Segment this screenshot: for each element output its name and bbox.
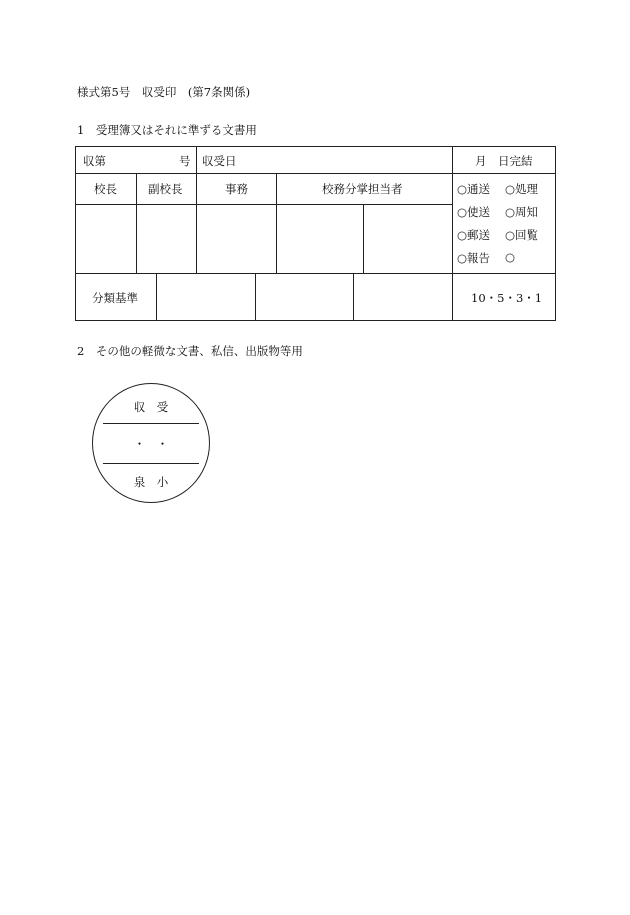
receipt-no-label: 収第 [83,154,106,168]
section1-heading: 1 受理簿又はそれに準ずる文書用 [77,123,257,137]
seal-top-text: 収 受 [133,400,169,414]
col-divider [156,273,157,321]
option-item: ○周知 [505,205,539,219]
option-item: ○報告 [457,251,491,265]
completion-label: 月 日完結 [475,154,533,168]
col-divider [276,173,277,273]
col-divider [196,146,197,173]
option-item: ○使送 [457,205,491,219]
option-item: ○郵送 [457,228,491,242]
classification-code: 10・5・3・1 [471,291,543,305]
form-title: 様式第5号 収受印 (第7条関係) [77,85,251,99]
col-divider [255,273,256,321]
section2-heading: 2 その他の軽微な文書、私信、出版物等用 [77,344,303,358]
receipt-seal [92,383,210,503]
col-divider [136,173,137,273]
col-divider [363,204,364,273]
header-office: 事務 [225,182,248,196]
option-item: ○ [505,250,516,264]
header-staff-in-charge: 校務分掌担当者 [322,182,403,196]
row-divider [75,273,556,274]
col-divider [452,146,453,273]
seal-date-placeholder: ・ ・ [133,437,169,451]
col-divider [452,273,453,321]
option-item: ○回覧 [505,228,539,242]
row-divider [75,204,452,205]
received-date-label: 収受日 [202,154,237,168]
option-item: ○処理 [505,182,539,196]
header-vice-principal: 副校長 [148,182,183,196]
col-divider [353,273,354,321]
seal-divider [103,423,199,424]
option-item: ○通送 [457,182,491,196]
receipt-stamp-table [75,146,556,321]
classification-label: 分類基準 [92,291,138,305]
seal-bottom-text: 泉 小 [133,475,169,489]
row-divider [75,173,556,174]
seal-divider [103,463,199,464]
header-principal: 校長 [94,182,117,196]
col-divider [196,173,197,273]
number-suffix: 号 [179,154,191,168]
